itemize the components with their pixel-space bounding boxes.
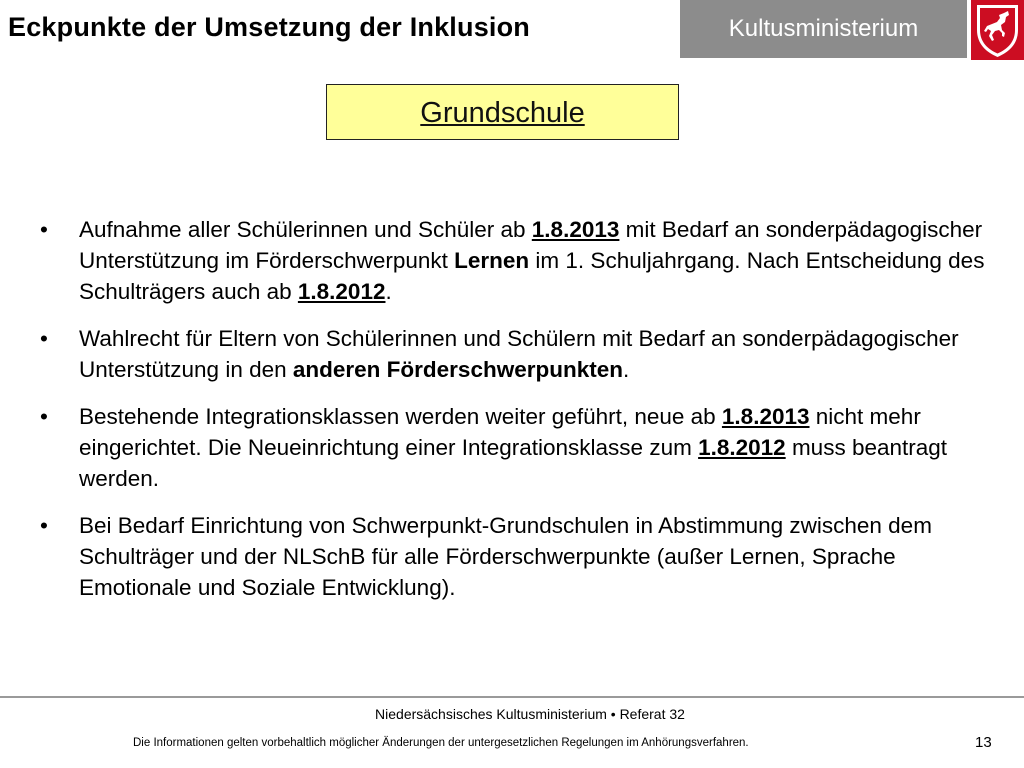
slide-title: Eckpunkte der Umsetzung der Inklusion xyxy=(8,12,530,42)
bullet-text: nicht mehr eingerichtet. Die Neueinrichtung einer Integrationsklasse zum xyxy=(79,404,921,460)
bullet-marker: • xyxy=(40,513,48,538)
bullet-emphasis: 1.8.2012 xyxy=(698,435,786,460)
bullet-text: . xyxy=(622,357,630,382)
bullet-emphasis: 1.8.2013 xyxy=(721,404,810,429)
horse-crest-svg xyxy=(971,0,1024,60)
bullet-item xyxy=(40,401,1010,494)
bullet-text: Bestehende Integrationsklassen werden weiter geführt, neue ab xyxy=(79,404,722,429)
bullet-item xyxy=(40,214,1010,307)
bullet-emphasis: Lernen xyxy=(454,248,530,273)
page-number: 13 xyxy=(975,734,992,751)
bullet-text: Aufnahme aller Schülerinnen und Schüler ab xyxy=(79,217,532,242)
bullet-item xyxy=(40,510,1010,603)
bullet-text: Wahlrecht für Eltern von Schülerinnen und Schülern mit Bedarf an sonderpädagogischer Unterstützung in den xyxy=(79,326,959,382)
footer-organisation: Niedersächsisches Kultusministerium • Referat 32 xyxy=(375,706,685,722)
bullet-marker: • xyxy=(40,326,48,351)
bullet-list xyxy=(40,214,1010,619)
bullet-text: . xyxy=(385,279,392,304)
slide-header xyxy=(0,0,1024,60)
bullet-text: muss beantragt werden. xyxy=(79,435,948,491)
bullet-marker: • xyxy=(40,404,48,429)
bullet-marker: • xyxy=(40,217,48,242)
bullet-item xyxy=(40,323,1010,385)
bullet-emphasis: anderen Förderschwerpunkten xyxy=(292,357,623,382)
bullet-emphasis: 1.8.2012 xyxy=(297,279,386,304)
bullet-emphasis: 1.8.2013 xyxy=(531,217,620,242)
bullet-text: Bei Bedarf Einrichtung von Schwerpunkt-Grundschulen in Abstimmung zwischen dem Schulträger und der NLSchB für alle Förderschwerpunkte (außer Lernen, Sprache Emotionale und Soziale Entwicklung). xyxy=(79,513,932,600)
ministry-label: Kultusministerium xyxy=(680,0,967,58)
lower-saxony-horse-crest-icon xyxy=(971,0,1024,60)
bullet-text: mit Bedarf an sonderpädagogischer Unterstützung im Förderschwerpunkt xyxy=(79,217,983,273)
bullet-text: im 1. Schuljahrgang. Nach Entscheidung des Schulträgers auch ab xyxy=(79,248,985,304)
section-heading: Grundschule xyxy=(326,84,679,140)
footer-divider xyxy=(0,696,1024,698)
footer-disclaimer: Die Informationen gelten vorbehaltlich möglicher Änderungen der untergesetzlichen Regelungen im Anhörungsverfahren. xyxy=(133,737,749,749)
